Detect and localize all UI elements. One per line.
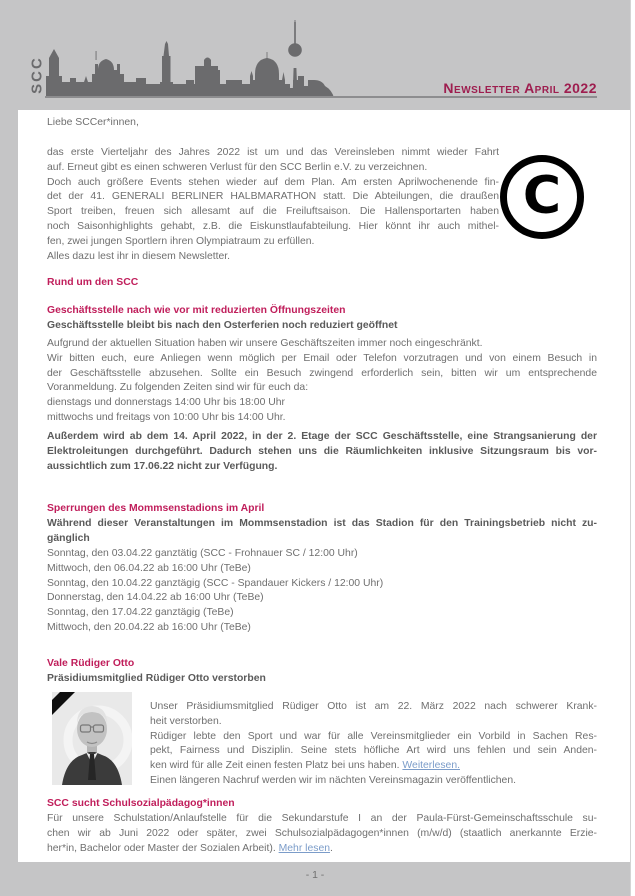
- copyright-letter: C: [522, 165, 562, 226]
- notice-line: Außerdem wird ab dem 14. April 2022, in der 2. Etage der SCC Geschäftsstelle, eine Strangsanierung der: [47, 431, 597, 442]
- jobs-line: Für unsere Schulstation/Anlaufstelle für die Sekundarstufe I an der Paula-Fürst-Gemeinschaftsschule su-: [47, 813, 597, 824]
- vale-line: Einen längeren Nachruf werden wir im nächten Vereinsmagazin veröffentlichen.: [150, 774, 516, 786]
- vale-subheading: Präsidiumsmitglied Rüdiger Otto verstorben: [47, 673, 266, 684]
- closure-date-item: Sonntag, den 17.04.22 ganztägig (TeBe): [47, 607, 234, 619]
- jobs-line-text: her*in, Bachelor oder Master der Sozialen Arbeit).: [47, 842, 279, 854]
- intro-line: Doch auch größere Events stehen wieder auf dem Plan. Am ersten Aprilwochenende fin-: [47, 176, 499, 188]
- notice-line: Elektroleitungen durchgeführt. Dadurch stehen uns die Räumlichkeiten inklusive Sitzungsraum bis vor-: [47, 445, 597, 457]
- jobs-line: chen wir ab Juni 2022 oder später, zwei Schulsozialpädagogen*innen (m/w/d) (staatlich anerkannte Erzie-: [47, 827, 597, 839]
- stadium-closure-list: [47, 547, 597, 636]
- section-heading-geschaeftsstelle: Geschäftsstelle nach wie vor mit reduzierten Öffnungszeiten: [47, 305, 346, 316]
- jobs-line-suffix: .: [330, 842, 333, 854]
- vale-line: Rüdiger lebte den Sport und war für alle Vereinsmitglieder ein Vorbild in Sachen Res-: [150, 730, 597, 742]
- intro-line: noch Saisonhighlights gehabt, z.B. die Eiskunstlaufabteilung. Hier könnt ihr auch mithel-: [47, 220, 499, 232]
- closure-date-item: Mittwoch, den 20.04.22 ab 16:00 Uhr (TeBe): [47, 621, 251, 633]
- paragraph-line: der Geschäftsstelle abzusehen. Sollte ein Besuch zwingend erforderlich sein, bitten wir um entsprechende: [47, 367, 597, 379]
- closure-date-item: Sonntag, den 10.04.22 ganztägig (SCC - Spandauer Kickers / 12:00 Uhr): [47, 577, 384, 589]
- jobs-line-with-link: [47, 842, 597, 857]
- paragraph-line: Aufgrund der aktuellen Situation haben wir unsere Geschäftszeiten immer noch eingeschränkt.: [47, 338, 483, 349]
- sperrungen-subheading: [47, 517, 597, 547]
- section-heading-sperrungen: Sperrungen des Mommsenstadions im April: [47, 503, 265, 514]
- subheading-line: Während dieser Veranstaltungen im Mommsenstadion ist das Stadion für den Trainingsbetrieb nicht zu-: [47, 518, 597, 529]
- vale-line: heit verstorben.: [150, 715, 222, 727]
- section-heading-vale: Vale Rüdiger Otto: [47, 658, 135, 669]
- scc-logo: SCC: [28, 56, 46, 94]
- closure-date-item: Sonntag, den 03.04.22 ganztätig (SCC - Frohnauer SC / 12:00 Uhr): [47, 548, 358, 559]
- newsletter-title: Newsletter April 2022: [443, 80, 597, 96]
- page-right-edge: [630, 0, 631, 896]
- vale-line-with-link: [150, 759, 597, 774]
- subheading-line: gänglich: [47, 532, 90, 544]
- opening-hours-line: dienstags und donnerstags 14:00 Uhr bis 18:00 Uhr: [47, 397, 285, 409]
- intro-paragraph: [47, 146, 499, 264]
- ruediger-otto-photo: [52, 692, 132, 785]
- jobs-paragraph: [47, 812, 597, 856]
- vale-line: pekt, Fairness und Disziplin. Seine stets höfliche Art wird uns fehlen und sein Anden-: [150, 745, 597, 757]
- weiterlesen-link[interactable]: Weiterlesen.: [402, 760, 460, 772]
- intro-line: Alles dazu lest ihr in diesem Newsletter.: [47, 250, 231, 262]
- paragraph-line: Wir bitten euch, eure Anliegen wenn möglich per Email oder Telefon vorzutragen und von einem Besuch in: [47, 352, 597, 364]
- berlin-skyline-image: [46, 20, 336, 98]
- intro-line: auf. Erneut gibt es einen schweren Verlust für den SCC Berlin e.V. zu verzeichnen.: [47, 161, 428, 173]
- closure-date-item: Donnerstag, den 14.04.22 ab 16:00 Uhr (TeBe): [47, 592, 264, 604]
- geschaeftsstelle-subheading: Geschäftsstelle bleibt bis nach den Osterferien noch reduziert geöffnet: [47, 319, 398, 331]
- page-number: - 1 -: [305, 870, 325, 881]
- header-divider: [45, 96, 597, 98]
- geschaeftsstelle-paragraph: [47, 337, 597, 426]
- copyright-logo-icon: [500, 155, 584, 239]
- intro-line: det der 41. GENERALI BERLINER HALBMARATHON statt. Die Abteilungen, die draußen: [47, 191, 499, 203]
- intro-line: Sport treiben, freuen sich allesamt auf die Freiluftsaison. Die Hallensportarten haben: [47, 206, 499, 218]
- closure-date-item: Mittwoch, den 06.04.22 ab 16:00 Uhr (TeBe): [47, 562, 251, 574]
- vale-line-text: ken wird für alle Zeit einen festen Platz bei uns haben.: [150, 760, 403, 772]
- section-heading-jobs: SCC sucht Schulsozialpädagog*innen: [47, 798, 235, 809]
- paragraph-line: Voranmeldung. Zu folgenden Zeiten sind wir für euch da:: [47, 382, 309, 394]
- intro-line: das erste Vierteljahr des Jahres 2022 ist um und das Vereinsleben nimmt wieder Fahrt: [47, 147, 499, 158]
- intro-line: fen, zwei jungen Sportlern ihren Olympiatraum zu erfüllen.: [47, 235, 315, 247]
- renovation-notice: [47, 430, 597, 474]
- notice-line: aussichtlich zum 17.06.22 nicht zur Verfügung.: [47, 460, 278, 472]
- section-heading-rund-um-den-scc: Rund um den SCC: [47, 277, 139, 288]
- opening-hours-line: mittwochs und freitags von 10:00 Uhr bis 14:00 Uhr.: [47, 411, 286, 423]
- greeting-text: Liebe SCCer*innen,: [47, 117, 139, 128]
- mehr-lesen-link[interactable]: Mehr lesen: [278, 842, 331, 854]
- left-margin-bar: [0, 0, 18, 896]
- vale-line: Unser Präsidiumsmitglied Rüdiger Otto ist am 22. März 2022 nach schwerer Krank-: [150, 701, 597, 712]
- vale-paragraph: [150, 700, 597, 789]
